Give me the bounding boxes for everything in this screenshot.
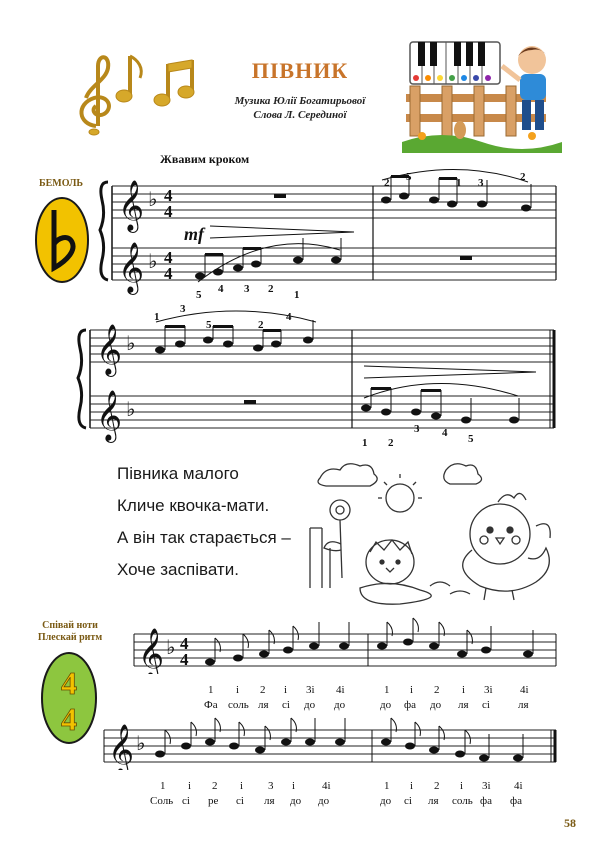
- flat-badge: [34, 196, 90, 289]
- syllable: сі: [282, 699, 290, 711]
- count: і: [410, 780, 414, 792]
- svg-text:♭: ♭: [148, 251, 158, 273]
- svg-text:♭: ♭: [136, 733, 146, 755]
- syllable: соль: [452, 795, 473, 807]
- page-title: ПІВНИК: [251, 58, 349, 83]
- words-credit: Слова Л. Серединої: [253, 109, 347, 121]
- lyric-line: Півника малого: [117, 464, 239, 483]
- svg-text:𝄞: 𝄞: [118, 181, 145, 230]
- count: і: [460, 780, 464, 792]
- lyric-line: Кличе квочка-мати.: [117, 496, 270, 515]
- count: 3і: [482, 780, 491, 792]
- treble-notes: [155, 320, 313, 354]
- syllable: Фа: [204, 699, 218, 711]
- exercise-staff-1: [130, 614, 570, 679]
- sing-notes-label: Співай ноти: [42, 620, 98, 631]
- syllable: до: [290, 795, 302, 807]
- syllable: сі: [182, 795, 190, 807]
- exercise-notes: [155, 718, 523, 762]
- count: 4і: [322, 780, 331, 792]
- count: 4і: [514, 780, 523, 792]
- fingering: 1: [154, 311, 160, 323]
- tempo-marking: Жвавим кроком: [160, 152, 250, 166]
- fingering: 2: [258, 319, 264, 331]
- whole-rest: [244, 400, 256, 404]
- time-sig-top: 4: [164, 248, 173, 267]
- clap-rhythm-label: Плескай ритм: [37, 632, 103, 643]
- bass-notes: [361, 387, 519, 424]
- bass-notes: [195, 238, 341, 280]
- syllable: фа: [480, 795, 493, 807]
- fingering: 2: [268, 283, 274, 295]
- syllable: соль: [228, 699, 249, 711]
- badge-bottom: 4: [61, 701, 77, 737]
- fingering: 3: [478, 177, 484, 189]
- syllable: ля: [428, 795, 439, 807]
- chick-coloring-illustration: [300, 458, 562, 608]
- svg-text:𝄞: 𝄞: [138, 629, 165, 674]
- count: 4і: [520, 684, 529, 696]
- count: 3і: [484, 684, 493, 696]
- count: і: [410, 684, 414, 696]
- syllable: до: [380, 699, 392, 711]
- fingering: 5: [468, 433, 474, 445]
- syllable: сі: [236, 795, 244, 807]
- lyric-line: А він так старається –: [117, 528, 291, 547]
- fingering: 2: [384, 177, 390, 189]
- syllable: ре: [208, 795, 219, 807]
- whole-rest: [460, 256, 472, 260]
- syllable: ля: [518, 699, 529, 711]
- fingering: 1: [362, 437, 368, 449]
- count-row-2: [0, 780, 600, 794]
- count: і: [240, 780, 244, 792]
- time-sig-bottom: 4: [164, 264, 173, 283]
- count: 3: [268, 780, 274, 792]
- svg-text:♭: ♭: [148, 189, 158, 211]
- syllable: до: [318, 795, 330, 807]
- syllable: фа: [510, 795, 523, 807]
- count: 3і: [306, 684, 315, 696]
- count: 1: [208, 684, 214, 696]
- grand-staff-1: [98, 168, 568, 313]
- count: 2: [212, 780, 218, 792]
- fingering: 3: [414, 423, 420, 435]
- page-number: 58: [564, 816, 576, 830]
- count: 2: [434, 780, 440, 792]
- count: 1: [384, 684, 390, 696]
- credits: [190, 94, 410, 122]
- svg-text:𝄞: 𝄞: [118, 243, 145, 292]
- time-signature-badge: [40, 650, 98, 746]
- fingering: 5: [206, 319, 212, 331]
- syllable: до: [380, 795, 392, 807]
- svg-text:𝄞: 𝄞: [108, 725, 135, 770]
- fingering: 3: [244, 283, 250, 295]
- syllable: до: [430, 699, 442, 711]
- count: і: [188, 780, 192, 792]
- time-sig-top: 4: [164, 186, 173, 205]
- fingering: 2: [520, 171, 526, 183]
- syllable: Соль: [150, 795, 174, 807]
- syllable: фа: [404, 699, 417, 711]
- syllable: до: [304, 699, 316, 711]
- svg-text:𝄞: 𝄞: [96, 325, 123, 374]
- fingering: 1: [456, 177, 462, 189]
- exercise-label: [22, 620, 118, 644]
- count: і: [284, 684, 288, 696]
- lyrics: [117, 460, 291, 588]
- fingering: 5: [196, 289, 202, 301]
- count: і: [292, 780, 296, 792]
- syllable-row-2: [0, 795, 600, 809]
- lyric-line: Хоче заспівати.: [117, 560, 239, 579]
- dynamic-mark: mf: [184, 224, 204, 244]
- fingering: 4: [286, 311, 292, 323]
- svg-text:𝄞: 𝄞: [96, 391, 123, 440]
- badge-top: 4: [61, 665, 77, 701]
- count: 1: [384, 780, 390, 792]
- count: і: [462, 684, 466, 696]
- fingering: 1: [294, 289, 300, 301]
- svg-text:♭: ♭: [126, 333, 136, 355]
- time-sig-bottom: 4: [164, 202, 173, 221]
- fingering: 5: [406, 171, 412, 183]
- syllable: ля: [264, 795, 275, 807]
- time-sig-top: 4: [180, 634, 189, 653]
- syllable: сі: [404, 795, 412, 807]
- count: 2: [434, 684, 440, 696]
- count: і: [236, 684, 240, 696]
- svg-text:♭: ♭: [126, 399, 136, 421]
- key-label: БЕМОЛЬ: [38, 178, 84, 189]
- fingering: 3: [180, 303, 186, 315]
- music-credit: Музика Юлії Богатирьової: [234, 95, 366, 107]
- count: 2: [260, 684, 266, 696]
- count-row-1: [0, 684, 600, 698]
- fingering: 4: [442, 427, 448, 439]
- syllable: ля: [258, 699, 269, 711]
- fingering: 2: [388, 437, 394, 449]
- count: 1: [160, 780, 166, 792]
- syllable: сі: [482, 699, 490, 711]
- exercise-staff-2: [100, 710, 570, 775]
- svg-text:♭: ♭: [166, 637, 176, 659]
- grand-staff-2: [76, 300, 568, 455]
- whole-rest: [274, 194, 286, 198]
- syllable: ля: [458, 699, 469, 711]
- time-sig-bottom: 4: [180, 650, 189, 669]
- syllable: до: [334, 699, 346, 711]
- fingering: 4: [218, 283, 224, 295]
- count: 4і: [336, 684, 345, 696]
- piano-kid-illustration: [402, 38, 562, 153]
